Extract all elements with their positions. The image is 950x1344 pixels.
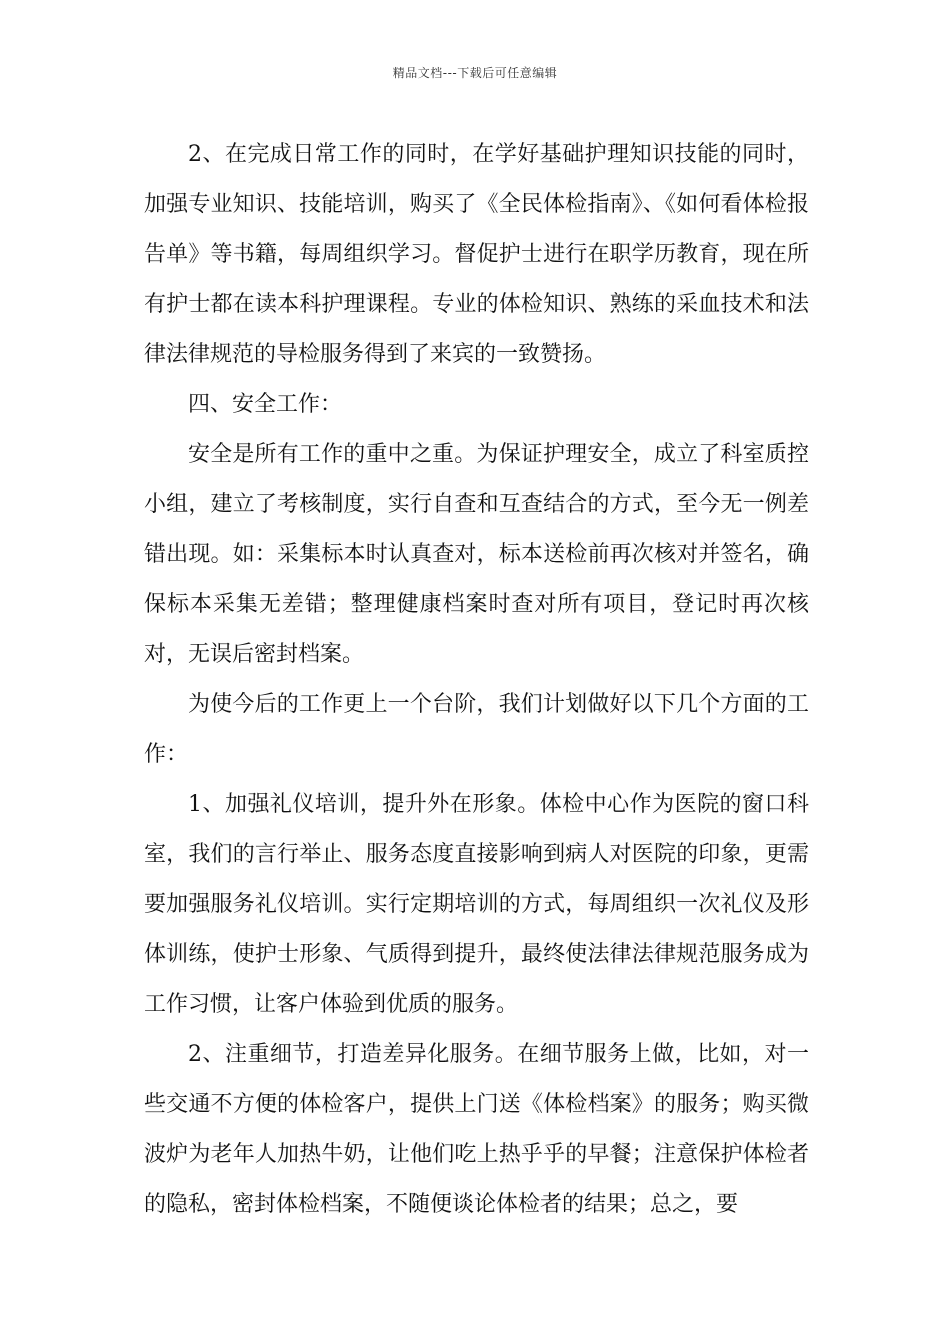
document-body — [144, 130, 809, 1230]
paragraph-etiquette: 1、加强礼仪培训，提升外在形象。体检中心作为医院的窗口科室，我们的言行举止、服务态度直接影响到病人对医院的印象，更需要加强服务礼仪培训。实行定期培训的方式，每周组织一次礼仪及形体训练，使护士形象、气质得到提升，最终使法律法律规范服务成为工作习惯，让客户体验到优质的服务。 — [144, 792, 809, 1017]
page-header: 精品文档---下载后可任意编辑 — [392, 66, 558, 80]
paragraph-safety: 安全是所有工作的重中之重。为保证护理安全，成立了科室质控小组，建立了考核制度，实行自查和互查结合的方式，至今无一例差错出现。如：采集标本时认真查对，标本送检前再次核对并签名，确保标本采集无差错；整理健康档案时查对所有项目，登记时再次核对，无误后密封档案。 — [144, 442, 809, 667]
paragraph-details: 2、注重细节，打造差异化服务。在细节服务上做，比如，对一些交通不方便的体检客户，提供上门送《体检档案》的服务；购买微波炉为老年人加热牛奶，让他们吃上热乎乎的早餐；注意保护体检者的隐私，密封体检档案，不随便谈论体检者的结果；总之，要 — [144, 1042, 809, 1217]
section-heading-safety: 四、安全工作： — [188, 392, 343, 417]
paragraph-training: 2、在完成日常工作的同时，在学好基础护理知识技能的同时，加强专业知识、技能培训，购买了《全民体检指南》、《如何看体检报告单》等书籍，每周组织学习。督促护士进行在职学历教育，现在所有护士都在读本科护理课程。专业的体检知识、熟练的采血技术和法律法律规范的导检服务得到了来宾的一致赞扬。 — [144, 142, 809, 367]
paragraph-plan-intro: 为使今后的工作更上一个台阶，我们计划做好以下几个方面的工作： — [144, 692, 809, 767]
